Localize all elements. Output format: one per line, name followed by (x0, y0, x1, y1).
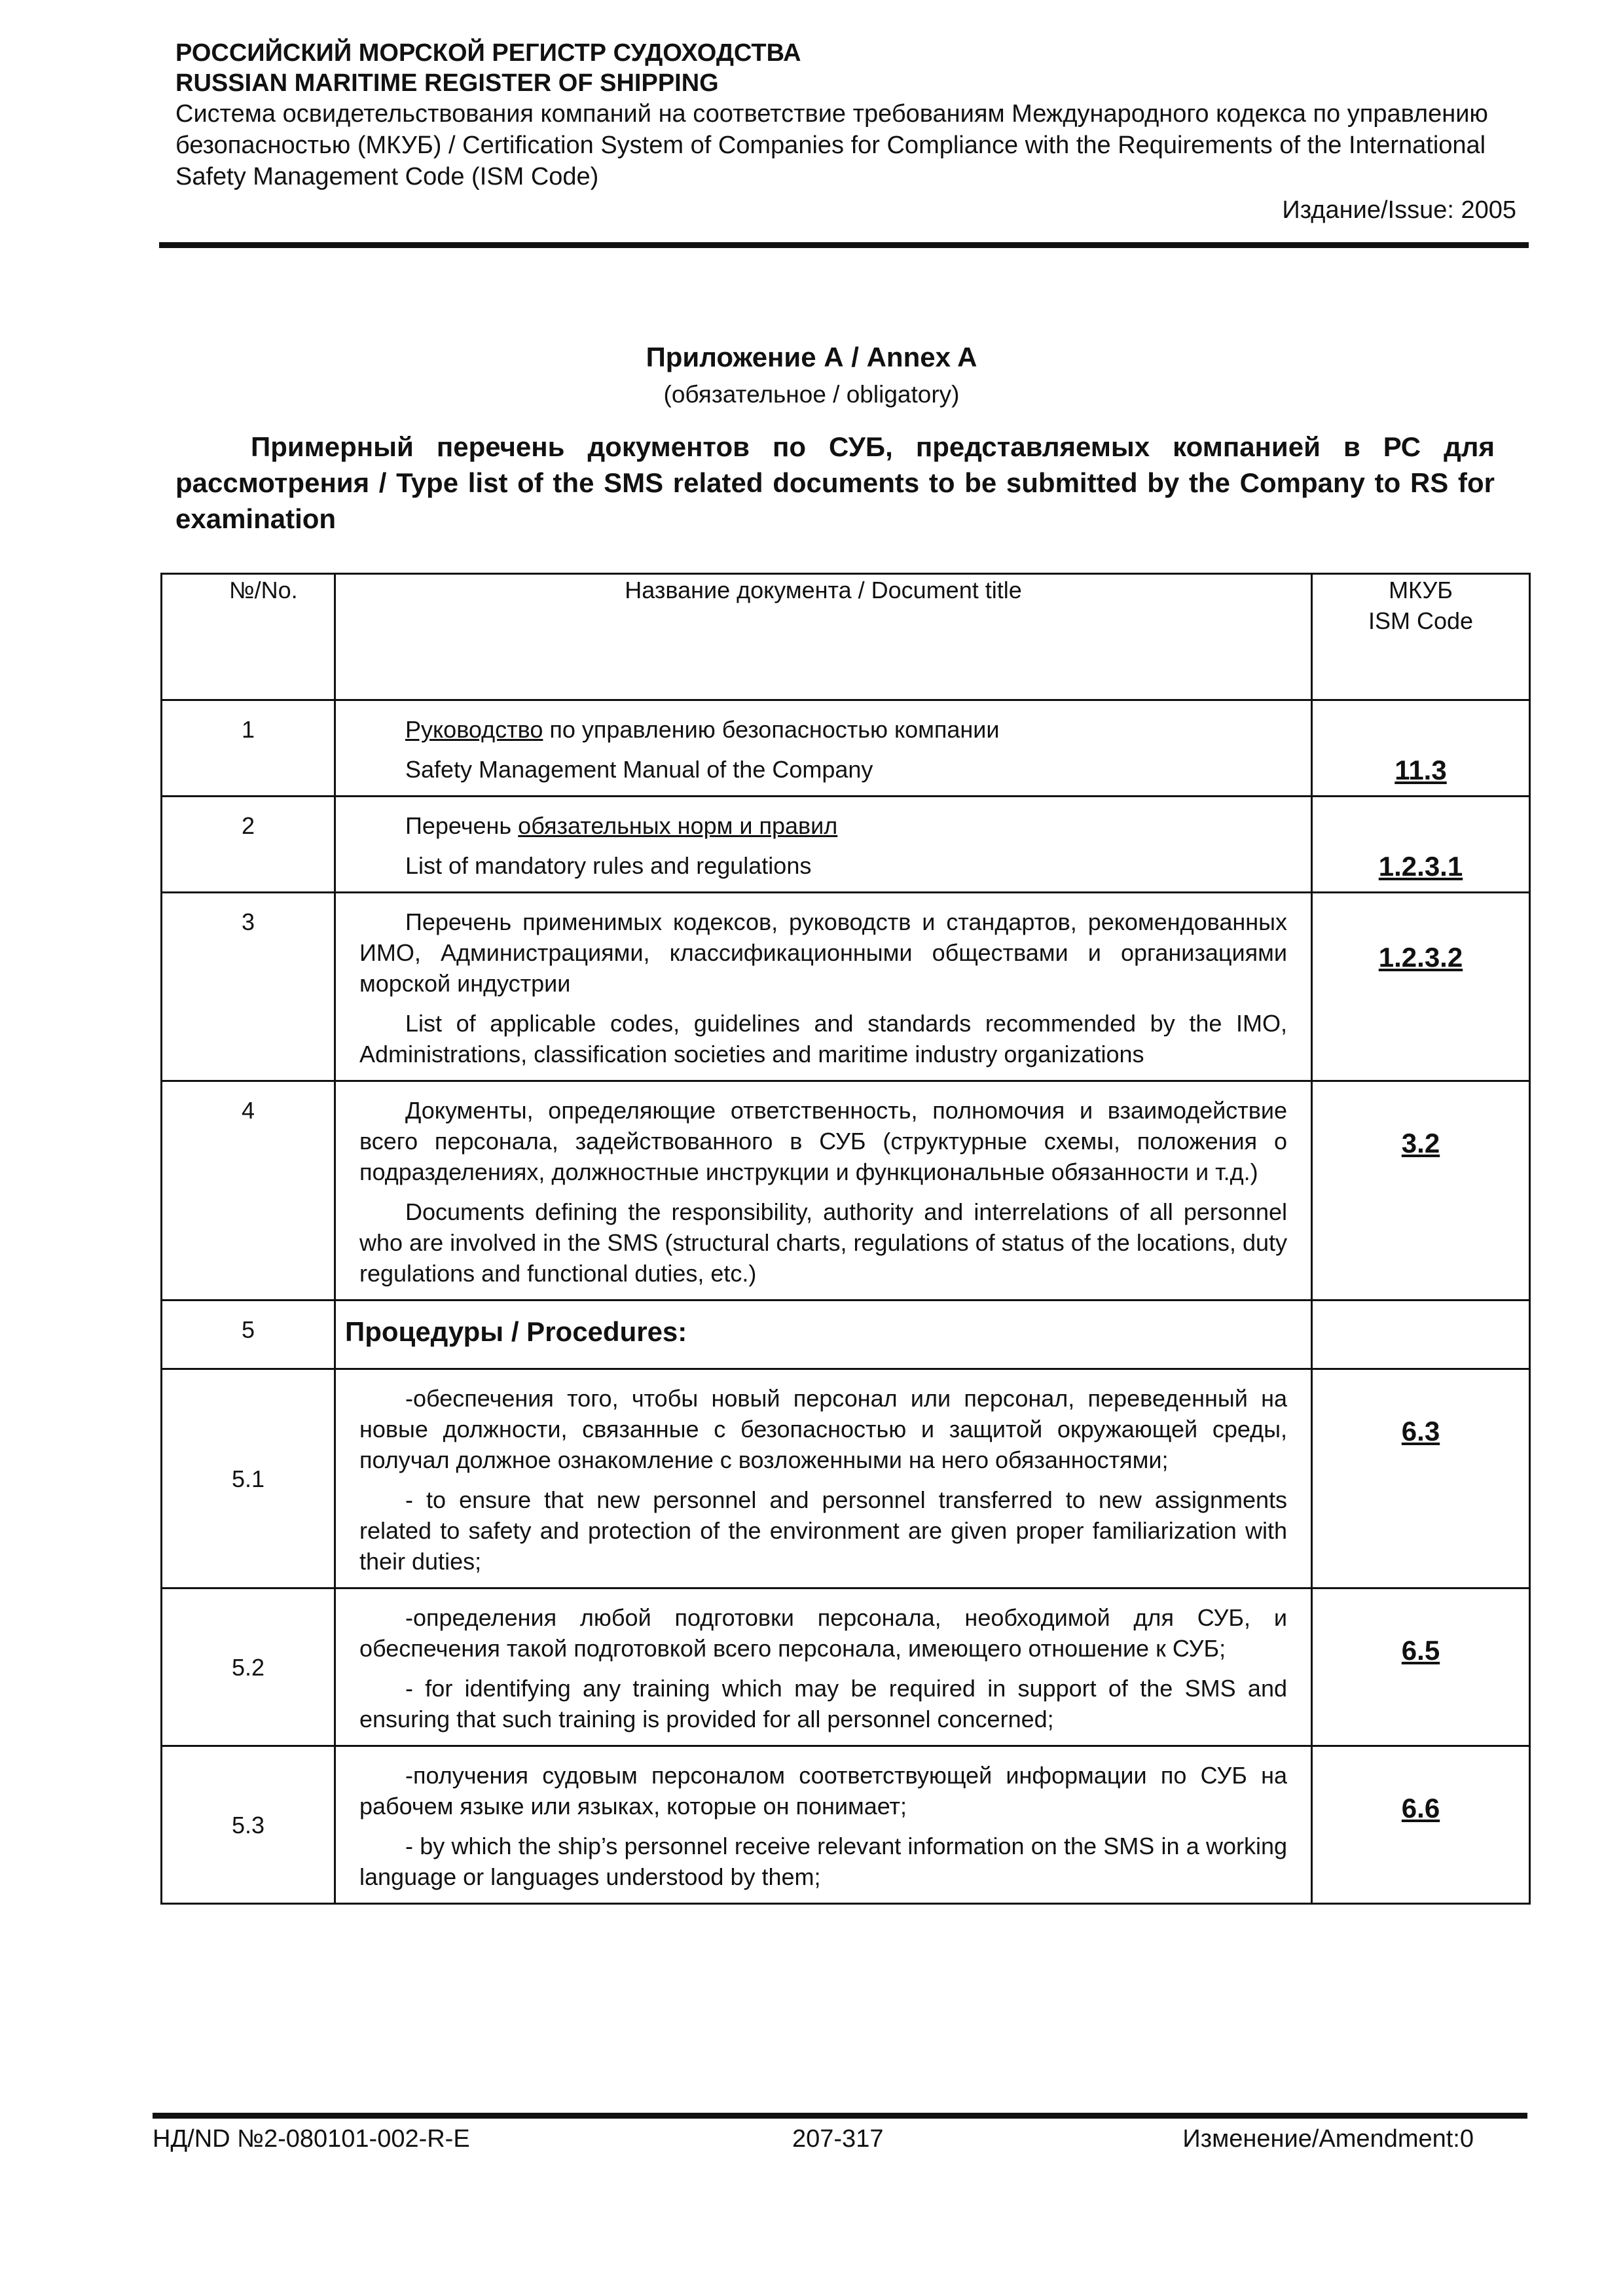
row-title (335, 893, 1312, 1081)
table-header-row (162, 574, 1530, 700)
row-ref-cell (1312, 1588, 1530, 1746)
title-en: Safety Management Manual of the Company (405, 756, 873, 783)
header-rule (159, 242, 1529, 248)
title-ru-underlined: обязательных норм и правил (518, 812, 838, 839)
table-row (162, 797, 1530, 893)
row-number: 1 (162, 700, 335, 797)
title-en: Documents defining the responsibility, authority and interrelations of all personnel who are involved in the SMS (structural charts, regulations of status of the locations, duty regulations and functional duties, etc.) (359, 1198, 1287, 1287)
ism-ref: 11.3 (1395, 755, 1447, 785)
table-row (162, 1746, 1530, 1904)
col-header-no: №/No. (162, 574, 335, 700)
footer-page-number: 207-317 (792, 2125, 884, 2153)
title-en: List of mandatory rules and regulations (405, 852, 812, 879)
title-en: - by which the ship’s personnel receive relevant information on the SMS in a working language or languages understood by them; (359, 1833, 1287, 1890)
row-title (335, 1081, 1312, 1300)
title-ru-prefix: Перечень (405, 812, 519, 839)
col-header-code (1312, 574, 1530, 700)
row-ref-cell (1312, 797, 1530, 893)
document-header (175, 38, 1516, 224)
title-en: - to ensure that new personnel and personnel transferred to new assignments related to safety and protection of the environment are given proper familiarization with their duties; (359, 1486, 1287, 1575)
table-row (162, 1588, 1530, 1746)
org-name-en: RUSSIAN MARITIME REGISTER OF SHIPPING (175, 69, 719, 97)
title-ru (359, 714, 1287, 745)
org-name-ru: РОССИЙСКИЙ МОРСКОЙ РЕГИСТР СУДОХОДСТВА (175, 39, 801, 67)
row-title (335, 1369, 1312, 1588)
ism-ref: 1.2.3.2 (1378, 942, 1463, 973)
table-row (162, 700, 1530, 797)
col-header-code-ru: МКУБ (1389, 577, 1453, 603)
footer-rule (153, 2113, 1527, 2119)
documents-table (160, 573, 1531, 1905)
row-title (335, 1746, 1312, 1904)
col-header-title: Название документа / Document title (335, 574, 1312, 700)
ism-ref: 3.2 (1401, 1128, 1440, 1158)
issue-label: Издание/Issue: 2005 (1282, 196, 1516, 224)
title-ru: -получения судовым персоналом соответствующей информации по СУБ на рабочем языке или языках, которые он понимает; (359, 1762, 1287, 1820)
title-ru: Перечень применимых кодексов, руководств и стандартов, рекомендованных ИМО, Администрациями, классификационными обществами и организациями морской индустрии (359, 908, 1287, 997)
procedures-title: Процедуры / Procedures: (335, 1300, 1312, 1369)
row-ref-cell (1312, 893, 1530, 1081)
row-title (335, 700, 1312, 797)
table-row (162, 893, 1530, 1081)
row-number: 5.1 (162, 1369, 335, 1588)
title-ru: -обеспечения того, чтобы новый персонал или персонал, переведенный на новые должности, связанные с безопасностью и защитой окружающей среды, получал должное ознакомление с возложенными на него обязанностями; (359, 1385, 1287, 1473)
row-number: 5.2 (162, 1588, 335, 1746)
footer-amendment: Изменение/Amendment:0 (1182, 2125, 1474, 2153)
title-ru: -определения любой подготовки персонала, необходимой для СУБ, и обеспечения такой подготовкой всего персонала, имеющего отношение к СУБ; (359, 1604, 1287, 1662)
title-ru-underlined: Руководство (405, 716, 543, 743)
title-en: - for identifying any training which may be required in support of the SMS and ensuring that such training is provided for all personnel concerned; (359, 1675, 1287, 1732)
row-number: 3 (162, 893, 335, 1081)
ism-ref: 6.3 (1401, 1416, 1440, 1446)
row-ref-cell (1312, 1081, 1530, 1300)
annex-subtitle: (обязательное / obligatory) (663, 381, 960, 408)
ism-ref: 1.2.3.1 (1378, 851, 1463, 882)
annex-title: Приложение А / Annex A (646, 342, 977, 372)
row-ref-cell (1312, 700, 1530, 797)
col-header-code-en: ISM Code (1368, 607, 1474, 634)
footer-doc-number: НД/ND №2-080101-002-R-E (153, 2125, 470, 2153)
title-en: List of applicable codes, guidelines and standards recommended by the IMO, Administrations, classification societies and maritime industry organizations (359, 1010, 1287, 1067)
title-ru-rest: по управлению безопасностью компании (543, 716, 1000, 743)
ism-ref: 6.6 (1401, 1793, 1440, 1823)
row-number: 5.3 (162, 1746, 335, 1904)
table-row (162, 1369, 1530, 1588)
document-heading: Примерный перечень документов по СУБ, представляемых компанией в РС для рассмотрения / Type list of the SMS related documents to be submitted by the Company to RS for examination (175, 431, 1495, 534)
table-row (162, 1081, 1530, 1300)
row-ref-cell (1312, 1300, 1530, 1369)
row-number: 5 (162, 1300, 335, 1369)
row-title (335, 797, 1312, 893)
ism-ref: 6.5 (1401, 1635, 1440, 1666)
row-title (335, 1588, 1312, 1746)
title-ru (359, 810, 1287, 841)
row-number: 4 (162, 1081, 335, 1300)
row-ref-cell (1312, 1746, 1530, 1904)
system-title: Система освидетельствования компаний на соответствие требованиям Международного кодекса по управлению безопасностью (МКУБ) / Certification System of Companies for Compliance with the Requirements of the International Safety Management Code (ISM Code) (175, 100, 1488, 190)
row-ref-cell (1312, 1369, 1530, 1588)
title-ru: Документы, определяющие ответственность, полномочия и взаимодействие всего персонала, задействованного в СУБ (структурные схемы, положения о подразделениях, должностные инструкции и функциональные обязанности и т.д.) (359, 1097, 1287, 1185)
table-row (162, 1300, 1530, 1369)
row-number: 2 (162, 797, 335, 893)
